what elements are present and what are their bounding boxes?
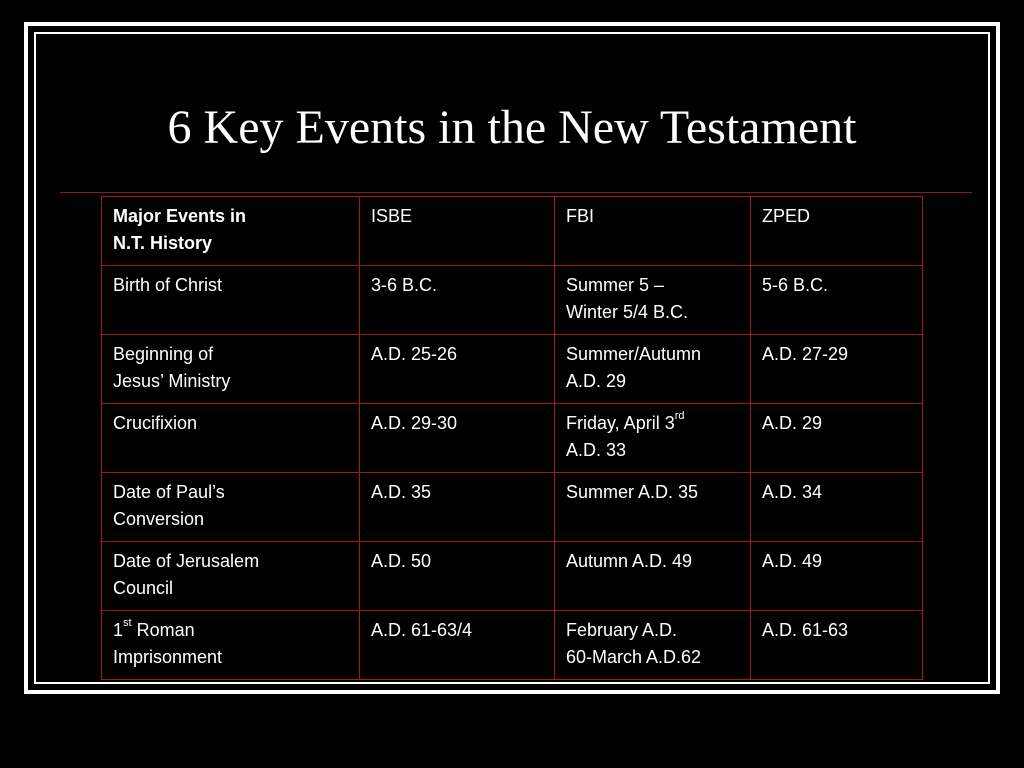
event-line1: Crucifixion <box>113 413 198 433</box>
fbi-line1: Summer A.D. 35 <box>566 482 699 502</box>
event-line1: Birth of Christ <box>113 275 223 295</box>
table-row <box>102 404 923 473</box>
header-events-line2: N.T. History <box>113 233 213 253</box>
event-line2: Council <box>113 578 174 598</box>
isbe-cell: A.D. 25-26 <box>360 335 555 404</box>
fbi-cell <box>555 473 751 542</box>
fbi-line1: February A.D. <box>566 620 678 640</box>
zped-cell: A.D. 61-63 <box>751 611 923 680</box>
table-row <box>102 611 923 680</box>
event-line2: Conversion <box>113 509 205 529</box>
fbi-line1: Friday, April 3 <box>566 413 675 433</box>
header-cell-zped: ZPED <box>751 197 923 266</box>
fbi-line2: 60-March A.D.62 <box>566 647 702 667</box>
fbi-line2: A.D. 33 <box>566 440 627 460</box>
event-line2: Jesus’ Ministry <box>113 371 231 391</box>
zped-cell: A.D. 34 <box>751 473 923 542</box>
event-cell <box>102 335 360 404</box>
isbe-cell: 3-6 B.C. <box>360 266 555 335</box>
fbi-line2: Winter 5/4 B.C. <box>566 302 689 322</box>
isbe-cell: A.D. 61-63/4 <box>360 611 555 680</box>
table-row <box>102 335 923 404</box>
table-header-row <box>102 197 923 266</box>
event-superscript: st <box>123 617 132 629</box>
event-line1: Date of Paul’s <box>113 482 225 502</box>
fbi-cell <box>555 404 751 473</box>
fbi-cell <box>555 542 751 611</box>
table-row <box>102 473 923 542</box>
event-cell <box>102 266 360 335</box>
isbe-cell: A.D. 29-30 <box>360 404 555 473</box>
event-line1-rest: Roman <box>131 620 195 640</box>
fbi-cell <box>555 335 751 404</box>
fbi-line1: Autumn A.D. 49 <box>566 551 693 571</box>
isbe-cell: A.D. 50 <box>360 542 555 611</box>
table-row <box>102 542 923 611</box>
zped-cell: A.D. 29 <box>751 404 923 473</box>
event-line2: Imprisonment <box>113 647 223 667</box>
zped-cell: 5-6 B.C. <box>751 266 923 335</box>
event-line1: Beginning of <box>113 344 214 364</box>
title-divider <box>60 192 972 193</box>
zped-cell: A.D. 49 <box>751 542 923 611</box>
zped-cell: A.D. 27-29 <box>751 335 923 404</box>
event-cell <box>102 542 360 611</box>
fbi-cell <box>555 266 751 335</box>
event-line1: Date of Jerusalem <box>113 551 260 571</box>
header-cell-isbe: ISBE <box>360 197 555 266</box>
events-table <box>101 196 923 680</box>
slide-title: 6 Key Events in the New Testament <box>167 101 857 154</box>
header-events-line1: Major Events in <box>113 206 247 226</box>
event-cell <box>102 404 360 473</box>
header-cell-events <box>102 197 360 266</box>
event-line1: 1 <box>113 620 124 640</box>
fbi-cell <box>555 611 751 680</box>
fbi-line1: Summer 5 – <box>566 275 665 295</box>
event-cell <box>102 473 360 542</box>
table-row <box>102 266 923 335</box>
event-cell <box>102 611 360 680</box>
isbe-cell: A.D. 35 <box>360 473 555 542</box>
fbi-line2: A.D. 29 <box>566 371 627 391</box>
header-cell-fbi: FBI <box>555 197 751 266</box>
fbi-line1: Summer/Autumn <box>566 344 702 364</box>
fbi-superscript: rd <box>674 410 685 422</box>
